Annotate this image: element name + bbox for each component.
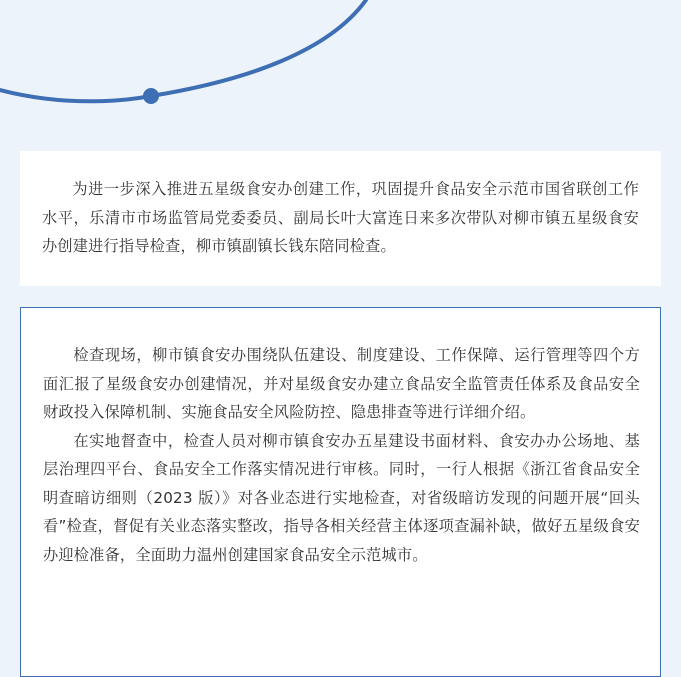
curve-dot — [143, 88, 159, 104]
curve-line — [0, 0, 366, 101]
decorative-curve — [0, 0, 681, 151]
intro-paragraph: 为进一步深入推进五星级食安办创建工作，巩固提升食品安全示范市国省联创工作水平，乐清市市场监管局党委委员、副局长叶大富连日来多次带队对柳市镇五星级食安办创建进行指导检查，柳市镇副镇长钱东陪同检查。 — [42, 180, 639, 255]
intro-card — [20, 151, 661, 286]
body-paragraph-1: 检查现场，柳市镇食安办围绕队伍建设、制度建设、工作保障、运行管理等四个方面汇报了星级食安办创建情况，并对星级食安办建立食品安全监管责任体系及食品安全财政投入保障机制、实施食品安全风险防控、隐患排查等进行详细介绍。 — [43, 346, 640, 421]
body-paragraph-2: 在实地督查中，检查人员对柳市镇食安办五星建设书面材料、食安办办公场地、基层治理四平台、食品安全工作落实情况进行审核。同时，一行人根据《浙江省食品安全明查暗访细则（2023 版）》对各业态进行实地检查，对省级暗访发现的问题开展“回头看”检查，督促有关业态落实整改，指导各相关经营主体逐项查漏补缺，做好五星级食安办迎检准备，全面助力温州创建国家食品安全示范城市。 — [43, 431, 640, 564]
body-card — [20, 307, 661, 677]
